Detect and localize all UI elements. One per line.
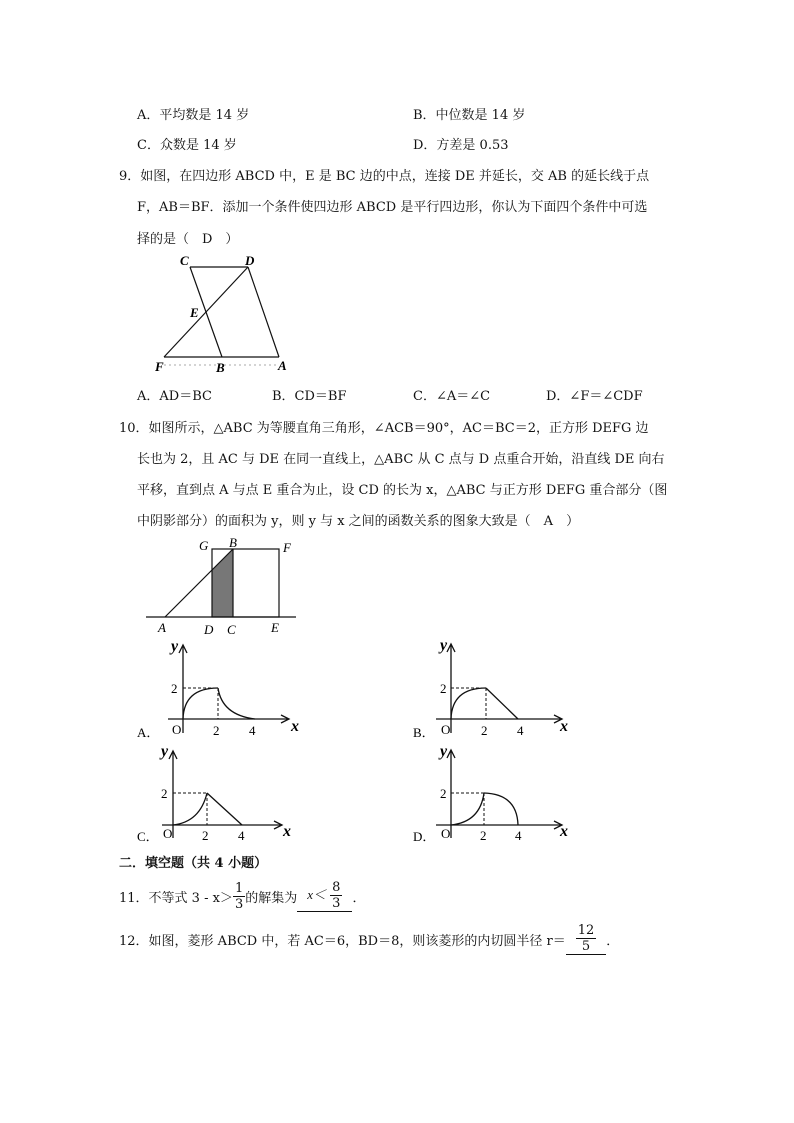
q9-option-c: C．∠A＝∠C xyxy=(413,389,491,404)
graph-a-tick-4x: 4 xyxy=(249,723,256,738)
graph-d-tick-4x: 4 xyxy=(515,828,522,843)
graph-a-tick-2y: 2 xyxy=(171,681,178,696)
q8-option-c: C．众数是 14 岁 xyxy=(137,138,237,153)
q12-prefix: 12．如图，菱形 ABCD 中，若 AC＝6，BD＝8，则该菱形的内切圆半径 r＝ xyxy=(119,933,566,949)
q8-option-a: A．平均数是 14 岁 xyxy=(137,108,250,123)
q12-answer-fraction xyxy=(576,923,597,954)
q9-option-a: A．AD＝BC xyxy=(137,389,212,404)
q11-answer-var: x＜ xyxy=(307,887,327,902)
q11-line xyxy=(119,876,365,916)
q9-option-d: D．∠F＝∠CDF xyxy=(546,389,643,404)
q9-label-e: E xyxy=(190,305,199,320)
graph-d-x-label: x xyxy=(560,823,568,840)
graph-d-tick-2y: 2 xyxy=(440,786,447,801)
q9-label-c: C xyxy=(180,253,189,268)
graph-a-x-label: x xyxy=(291,718,299,735)
graph-d-y-label: y xyxy=(440,743,448,760)
q11-frac1-den: 3 xyxy=(234,896,244,912)
q12-line xyxy=(119,919,619,959)
q10-label-f: F xyxy=(283,540,291,555)
q11-end: ． xyxy=(352,890,366,906)
graph-b-tick-4x: 4 xyxy=(517,723,524,738)
q12-frac-den: 5 xyxy=(581,939,591,954)
graph-c-origin: O xyxy=(163,826,173,841)
q9-label-f: F xyxy=(155,359,164,374)
q10-text-line3: 平移，直到点 A 与点 E 重合为止，设 CD 的长为 x，△ABC 与正方形 DEFG 重合部分（图 xyxy=(137,483,668,498)
q8-option-b: B．中位数是 14 岁 xyxy=(413,108,526,123)
q12-answer xyxy=(566,923,607,955)
q10-text-line2: 长也为 2，且 AC 与 DE 在同一直线上，△ABC 从 C 点与 D 点重合开始，沿直线 DE 向右 xyxy=(137,452,665,467)
q10-label-a: A xyxy=(158,620,166,635)
graph-a-option-letter: A． xyxy=(137,725,160,740)
graph-d-option-letter: D． xyxy=(413,829,436,844)
graph-a-y-label: y xyxy=(171,638,179,655)
q11-frac2-den: 3 xyxy=(332,896,341,911)
q10-label-g: G xyxy=(199,538,209,553)
graph-a-tick-2x: 2 xyxy=(213,723,220,738)
graph-b-tick-2x: 2 xyxy=(481,723,488,738)
q10-label-e: E xyxy=(271,620,279,635)
graph-b-tick-2y: 2 xyxy=(440,681,447,696)
graph-d-origin: O xyxy=(441,826,451,841)
q9-text-line3: 择的是（ D ） xyxy=(137,232,239,247)
q9-label-a: A xyxy=(278,358,287,373)
graph-c-tick-2y: 2 xyxy=(161,786,168,801)
q9-text-line1: 9．如图，在四边形 ABCD 中，E 是 BC 边的中点，连接 DE 并延长，交 AB 的延长线于点 xyxy=(119,169,650,184)
q9-text-line2: F，AB＝BF．添加一个条件使四边形 ABCD 是平行四边形，你认为下面四个条件中可选 xyxy=(137,200,648,215)
graph-b-origin: O xyxy=(441,722,451,737)
graph-b-option-letter: B． xyxy=(413,725,435,740)
graph-d-tick-2x: 2 xyxy=(480,828,487,843)
q9-label-d: D xyxy=(245,253,255,268)
q11-frac1-num: 1 xyxy=(234,880,244,896)
graph-c-tick-4x: 4 xyxy=(238,828,245,843)
q8-option-d: D．方差是 0.53 xyxy=(413,138,509,153)
q11-prefix: 11．不等式 3 - x＞ xyxy=(119,890,233,906)
graph-c-tick-2x: 2 xyxy=(202,828,209,843)
graph-b-x-label: x xyxy=(560,718,568,735)
q10-text-line4: 中阴影部分）的面积为 y，则 y 与 x 之间的函数关系的图象大致是（ A ） xyxy=(137,514,580,529)
q10-label-d: D xyxy=(204,622,214,637)
graph-c-option-letter: C． xyxy=(137,829,159,844)
q11-answer xyxy=(297,880,352,912)
q11-mid: 的解集为 xyxy=(245,890,298,906)
q12-end: ． xyxy=(606,933,620,949)
q10-label-c: C xyxy=(227,622,236,637)
q9-label-b: B xyxy=(216,360,225,375)
q11-fraction-given xyxy=(233,881,245,912)
q11-frac2-num: 8 xyxy=(332,880,341,895)
graph-a-origin: O xyxy=(172,722,182,737)
section-title: 二．填空题（共 4 小题） xyxy=(119,856,268,871)
graph-c-x-label: x xyxy=(283,823,291,840)
q11-answer-fraction xyxy=(330,880,342,911)
graph-c-y-label: y xyxy=(161,743,169,760)
q9-option-b: B．CD＝BF xyxy=(272,389,347,404)
q12-frac-num: 12 xyxy=(577,923,595,938)
graph-b-y-label: y xyxy=(440,637,448,654)
q10-label-b: B xyxy=(229,535,237,550)
q10-text-line1: 10．如图所示，△ABC 为等腰直角三角形，∠ACB＝90°，AC＝BC＝2，正方形 DEFG 边 xyxy=(119,421,649,436)
